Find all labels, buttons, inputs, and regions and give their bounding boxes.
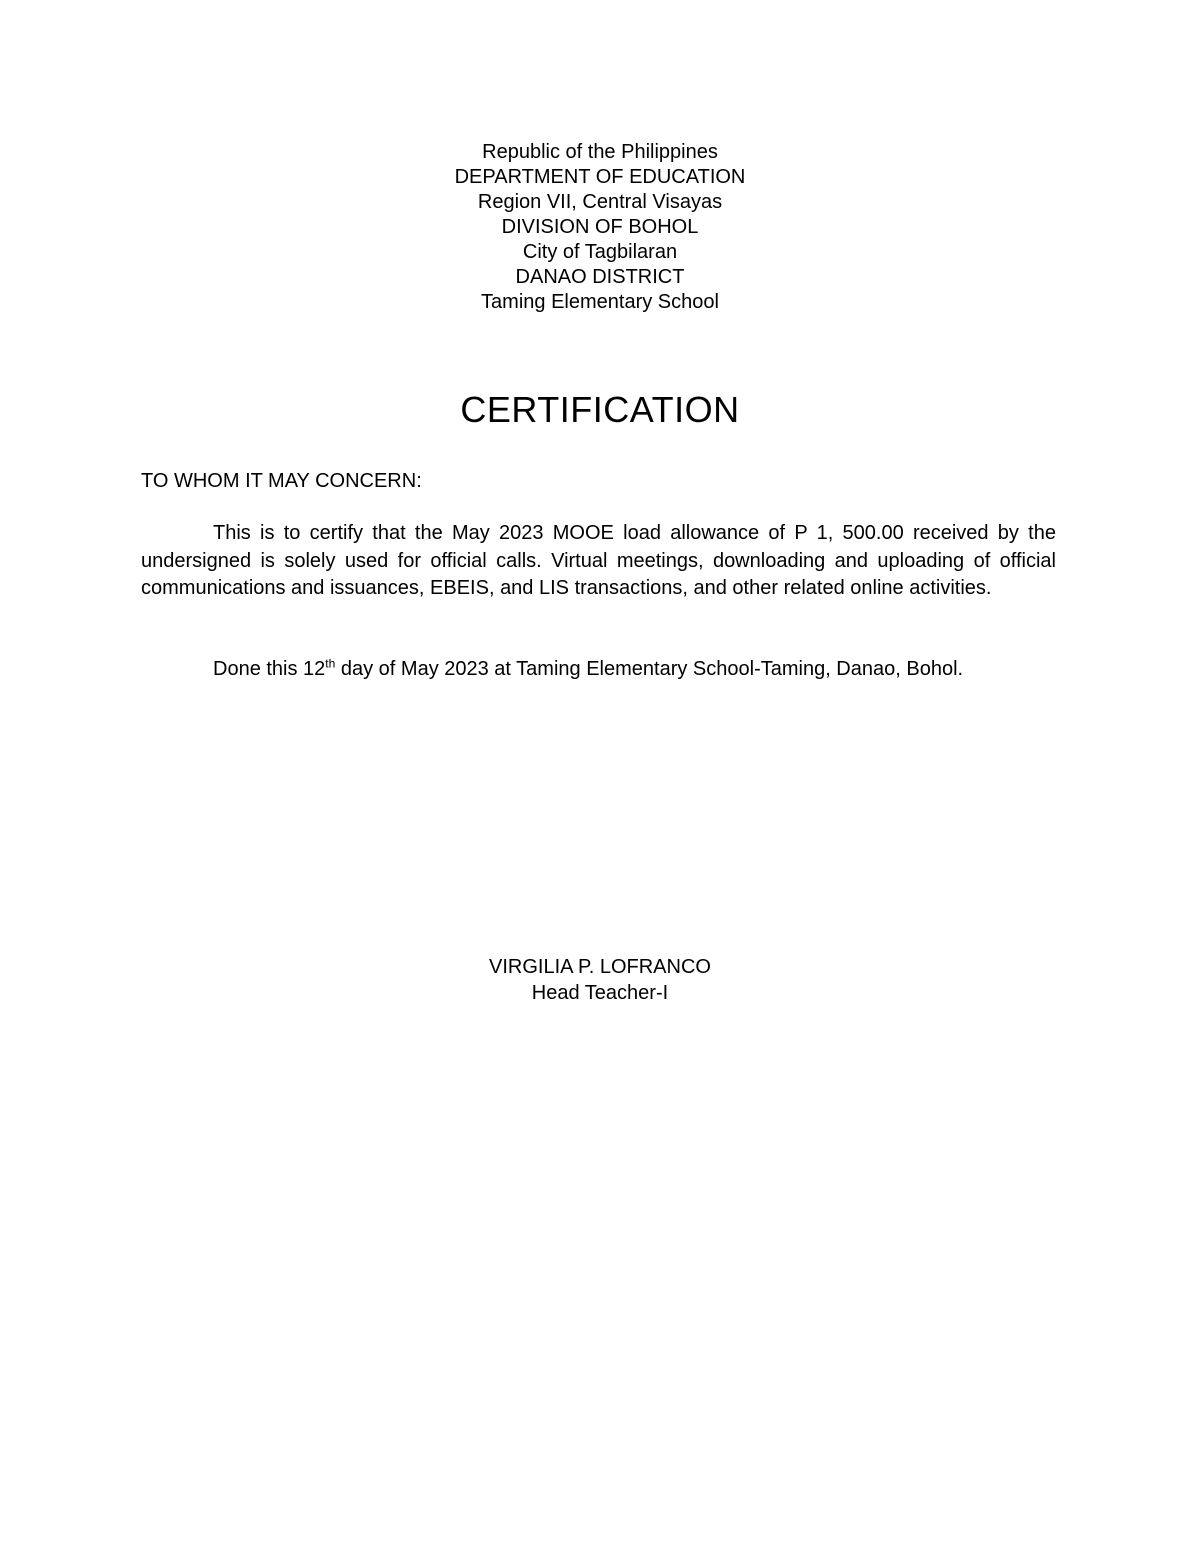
signatory-position: Head Teacher-I	[531, 982, 669, 1004]
date-place-paragraph	[141, 656, 1056, 684]
date-text-before: Done this 12	[213, 658, 326, 680]
letterhead-country: Republic of the Philippines	[482, 141, 718, 163]
date-text-after: day of May 2023 at Taming Elementary School-Taming, Danao, Bohol.	[335, 658, 964, 680]
document-title: CERTIFICATION	[460, 389, 740, 430]
certification-paragraph: This is to certify that the May 2023 MOOE load allowance of P 1, 500.00 received by the undersigned is solely used for official calls. Virtual meetings, downloading and uploading of official communications and issuances, EBEIS, and LIS transactions, and other related online activities.	[141, 522, 1056, 599]
letterhead-division: DIVISION OF BOHOL	[501, 216, 699, 238]
signature-block	[0, 954, 1200, 1006]
letterhead-city: City of Tagbilaran	[522, 241, 678, 263]
letterhead-department: DEPARTMENT OF EDUCATION	[454, 166, 746, 188]
letterhead	[0, 140, 1200, 315]
letterhead-school: Taming Elementary School	[481, 291, 719, 313]
letterhead-region: Region VII, Central Visayas	[477, 191, 723, 213]
signatory-name: VIRGILIA P. LOFRANCO	[489, 956, 711, 978]
salutation: TO WHOM IT MAY CONCERN:	[141, 470, 422, 492]
letterhead-district: DANAO DISTRICT	[515, 266, 685, 288]
date-ordinal-suffix: th	[325, 656, 336, 671]
